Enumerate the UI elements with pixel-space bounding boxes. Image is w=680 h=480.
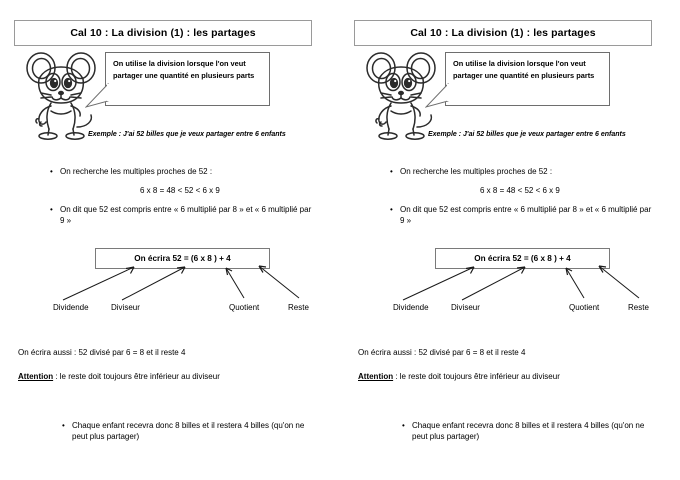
label-diviseur: Diviseur xyxy=(111,303,140,312)
bullet-item-compris xyxy=(50,204,315,226)
formula-text: On écrira 52 = (6 x 8 ) + 4 xyxy=(474,254,571,263)
bullet-marker: • xyxy=(390,205,393,214)
bullet-item-conclusion xyxy=(62,420,312,442)
bullet-marker: • xyxy=(390,167,393,176)
formula-text: On écrira 52 = (6 x 8 ) + 4 xyxy=(134,254,231,263)
bullet-marker: • xyxy=(50,167,53,176)
bullet-text-conclusion: Chaque enfant recevra donc 8 billes et il restera 4 billes (qu'on ne peut plus partager) xyxy=(412,421,645,441)
callout-box xyxy=(445,52,610,106)
label-dividende: Dividende xyxy=(53,303,89,312)
bullet-text-compris: On dit que 52 est compris entre « 6 multiplié par 8 » et « 6 multiplié par 9 » xyxy=(400,205,652,225)
bullet-item-multiples xyxy=(390,166,655,177)
callout-box xyxy=(105,52,270,106)
attention-rest: : le reste doit toujours être inférieur au diviseur xyxy=(53,372,220,381)
bullet-text-multiples: On recherche les multiples proches de 52 : xyxy=(400,167,553,176)
bullet-marker: • xyxy=(402,421,405,430)
label-quotient: Quotient xyxy=(229,303,260,312)
attention-keyword: Attention xyxy=(358,372,394,381)
attention-keyword: Attention xyxy=(18,372,54,381)
mouse-character-icon xyxy=(21,49,103,141)
example-text: Exemple : J'ai 52 billes que je veux partager entre 6 enfants xyxy=(428,131,626,138)
example-text: Exemple : J'ai 52 billes que je veux partager entre 6 enfants xyxy=(88,131,286,138)
note-attention xyxy=(18,372,220,381)
note-division-alternative: On écrira aussi : 52 divisé par 6 = 8 et il reste 4 xyxy=(18,348,186,357)
bullet-marker: • xyxy=(62,421,65,430)
attention-rest: : le reste doit toujours être inférieur au diviseur xyxy=(393,372,560,381)
callout-text: On utilise la division lorsque l'on veut partager une quantité en plusieurs parts xyxy=(453,59,595,80)
bullet-item-compris xyxy=(390,204,655,226)
bullet-text-compris: On dit que 52 est compris entre « 6 multiplié par 8 » et « 6 multiplié par 9 » xyxy=(60,205,312,225)
bullet-marker: • xyxy=(50,205,53,214)
label-quotient: Quotient xyxy=(569,303,600,312)
equation-inequality: 6 x 8 = 48 < 52 < 6 x 9 xyxy=(480,186,560,195)
callout-text: On utilise la division lorsque l'on veut partager une quantité en plusieurs parts xyxy=(113,59,255,80)
label-dividende: Dividende xyxy=(393,303,429,312)
label-diviseur: Diviseur xyxy=(451,303,480,312)
bullet-item-conclusion xyxy=(402,420,652,442)
bullet-text-multiples: On recherche les multiples proches de 52 : xyxy=(60,167,213,176)
note-attention xyxy=(358,372,560,381)
title-box xyxy=(14,20,312,46)
title-box xyxy=(354,20,652,46)
label-reste: Reste xyxy=(628,303,649,312)
worksheet-column-right xyxy=(340,0,680,480)
bullet-item-multiples xyxy=(50,166,315,177)
page-title: Cal 10 : La division (1) : les partages xyxy=(70,27,256,39)
equation-inequality: 6 x 8 = 48 < 52 < 6 x 9 xyxy=(140,186,220,195)
bullet-text-conclusion: Chaque enfant recevra donc 8 billes et il restera 4 billes (qu'on ne peut plus partager) xyxy=(72,421,305,441)
page-title: Cal 10 : La division (1) : les partages xyxy=(410,27,596,39)
mouse-character-icon xyxy=(361,49,443,141)
note-division-alternative: On écrira aussi : 52 divisé par 6 = 8 et il reste 4 xyxy=(358,348,526,357)
label-reste: Reste xyxy=(288,303,309,312)
